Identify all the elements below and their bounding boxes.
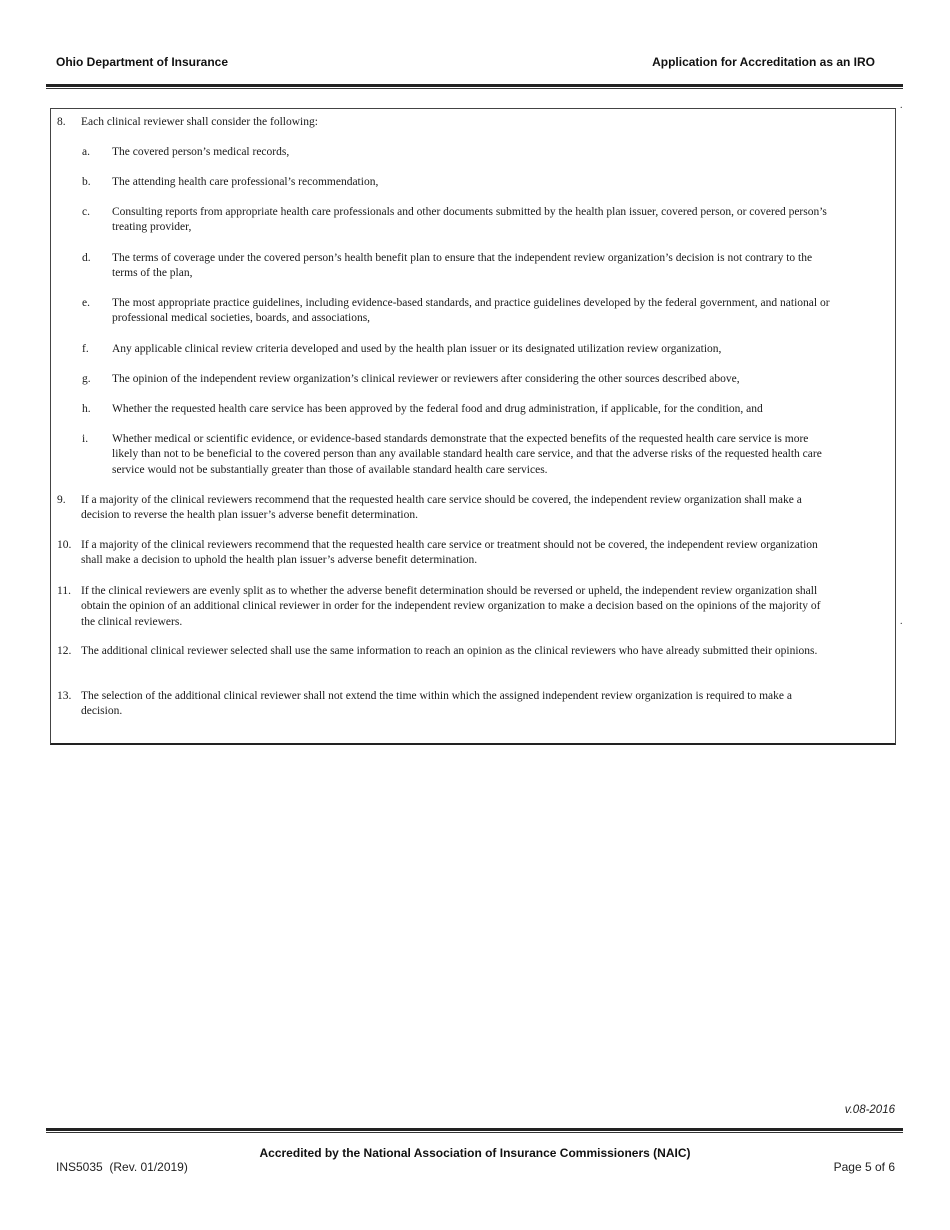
list-item-8: [0, 115, 950, 131]
item-number: 13.: [57, 690, 72, 702]
item-number: 12.: [57, 645, 72, 657]
version-label: v.08-2016: [844, 1104, 895, 1116]
department-name: Ohio Department of Insurance: [56, 55, 229, 69]
sub-item-text: The most appropriate practice guidelines, including evidence-based standards, and practice guidelines developed by the federal government, and national or professional medical societies, boards, and associations,: [112, 297, 830, 325]
sub-item-letter: a.: [82, 146, 90, 158]
sub-item-letter: c.: [82, 206, 90, 218]
sub-item-letter: d.: [82, 252, 91, 264]
sub-item-letter: b.: [82, 176, 91, 188]
box-corner-mark: .: [900, 100, 903, 111]
sub-item-text: Any applicable clinical review criteria developed and used by the health plan issuer or its designated utilization review organization,: [112, 343, 722, 355]
sub-item-text: Whether medical or scientific evidence, or evidence-based standards demonstrate that the expected benefits of the requested health care service is more likely than not to be beneficial to the covered person than any available standard health care service, and that the adverse risks of the requested health care service would not be substantially greater than those of available standard health care services.: [112, 433, 822, 476]
list-item-12: [0, 644, 950, 676]
list-item-9: [0, 493, 950, 525]
item-text: If the clinical reviewers are evenly split as to whether the adverse benefit determination should be reversed or upheld, the independent review organization shall obtain the opinion of an additional clinical reviewer in order for the independent review organization to make a decision based on the opinions of the majority of the clinical reviewers.: [81, 585, 821, 628]
sub-item-letter: f.: [82, 343, 89, 355]
sub-item-i: [0, 432, 950, 480]
item-text: The additional clinical reviewer selected shall use the same information to reach an opinion as the clinical reviewers who have already submitted their opinions.: [81, 645, 818, 657]
sub-item-text: Whether the requested health care service has been approved by the federal food and drug administration, if applicable, for the condition, and: [112, 403, 763, 415]
sub-item-letter: g.: [82, 373, 91, 385]
sub-item-f: [0, 342, 950, 358]
list-item-11: [0, 584, 950, 632]
footer-rule-thin: [46, 1132, 903, 1133]
sub-item-text: The covered person’s medical records,: [112, 146, 290, 158]
header-rule-thick: [46, 84, 903, 87]
form-title: Application for Accreditation as an IRO: [652, 55, 875, 69]
item-text: If a majority of the clinical reviewers recommend that the requested health care service should be covered, the independent review organization shall make a decision to reverse the health plan issuer’s adverse benefit determination.: [81, 494, 802, 522]
list-item-10: [0, 538, 950, 570]
page-number: Page 5 of 6: [833, 1160, 895, 1174]
sub-item-letter: h.: [82, 403, 91, 415]
sub-item-a: [0, 145, 950, 161]
footer-rule-thick: [46, 1128, 903, 1131]
header-rule-thin: [46, 88, 903, 89]
sub-item-text: The attending health care professional’s recommendation,: [112, 176, 379, 188]
sub-item-c: [0, 205, 950, 237]
sub-item-h: [0, 402, 950, 418]
item-number: 11.: [57, 585, 71, 597]
sub-item-letter: e.: [82, 297, 90, 309]
sub-item-d: [0, 251, 950, 283]
sub-item-g: [0, 372, 950, 388]
sub-item-e: [0, 296, 950, 328]
sub-item-letter: i.: [82, 433, 89, 445]
accreditation-note: Accredited by the National Association of Insurance Commissioners (NAIC): [259, 1146, 691, 1160]
item-text: Each clinical reviewer shall consider the following:: [81, 116, 318, 128]
box-edge-mark: .: [900, 616, 903, 627]
sub-item-text: The terms of coverage under the covered person’s health benefit plan to ensure that the independent review organization’s decision is not contrary to the terms of the plan,: [112, 252, 813, 280]
sub-item-b: [0, 175, 950, 191]
sub-item-text: Consulting reports from appropriate health care professionals and other documents submitted by the health plan issuer, covered person, or covered person’s treating provider,: [112, 206, 827, 234]
sub-item-text: The opinion of the independent review organization’s clinical reviewer or reviewers after considering the other sources described above,: [112, 373, 740, 385]
item-number: 10.: [57, 539, 72, 551]
item-number: 8.: [57, 116, 66, 128]
item-text: If a majority of the clinical reviewers recommend that the requested health care service or treatment should not be covered, the independent review organization shall make a decision to uphold the health plan issuer’s adverse benefit determination.: [81, 539, 818, 567]
item-text: The selection of the additional clinical reviewer shall not extend the time within which the assigned independent review organization is required to make a decision.: [81, 690, 792, 718]
item-number: 9.: [57, 494, 66, 506]
list-item-13: [0, 689, 950, 721]
form-id: INS5035 (Rev. 01/2019): [56, 1160, 188, 1174]
